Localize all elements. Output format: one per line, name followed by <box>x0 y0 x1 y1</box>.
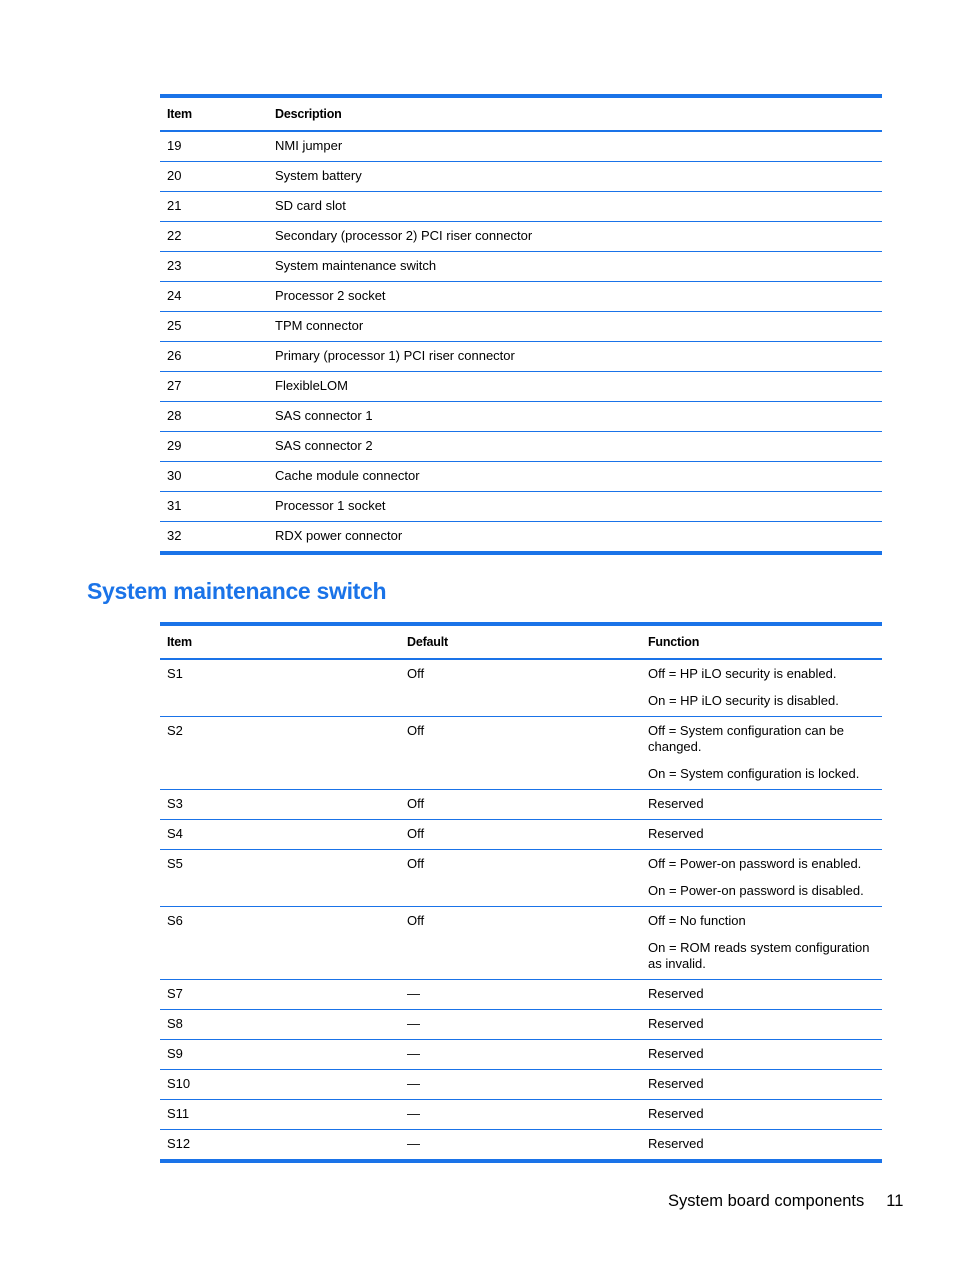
table-row <box>160 820 882 850</box>
footer-section-title: System board components <box>668 1192 865 1210</box>
table-row <box>160 162 882 192</box>
table-row <box>160 659 882 717</box>
table-row <box>160 492 882 522</box>
item-cell: 22 <box>160 222 268 252</box>
item-cell: S9 <box>160 1040 400 1070</box>
function-cell <box>641 1010 882 1040</box>
item-cell: S1 <box>160 659 400 717</box>
description-cell: Processor 1 socket <box>268 492 882 522</box>
function-cell <box>641 1040 882 1070</box>
item-cell: 31 <box>160 492 268 522</box>
function-line: On = System configuration is locked. <box>648 766 860 781</box>
item-cell: S7 <box>160 980 400 1010</box>
description-cell: Cache module connector <box>268 462 882 492</box>
item-cell: 29 <box>160 432 268 462</box>
table-row <box>160 372 882 402</box>
table-row <box>160 1130 882 1162</box>
item-cell: 32 <box>160 522 268 554</box>
table-row <box>160 717 882 790</box>
default-cell: — <box>400 1010 641 1040</box>
item-cell: S8 <box>160 1010 400 1040</box>
table-row <box>160 432 882 462</box>
item-cell: S3 <box>160 790 400 820</box>
table-row <box>160 462 882 492</box>
table-row <box>160 312 882 342</box>
description-cell: FlexibleLOM <box>268 372 882 402</box>
default-cell: — <box>400 1100 641 1130</box>
description-cell: SD card slot <box>268 192 882 222</box>
table-row <box>160 192 882 222</box>
function-line: On = Power-on password is disabled. <box>648 883 864 898</box>
table-header-row <box>160 624 882 659</box>
item-cell: 23 <box>160 252 268 282</box>
function-line: Reserved <box>648 1046 704 1061</box>
item-cell: 19 <box>160 131 268 162</box>
section-heading: System maintenance switch <box>87 578 387 604</box>
function-cell <box>641 820 882 850</box>
function-line: Off = No function <box>648 913 746 928</box>
function-line: Reserved <box>648 1076 704 1091</box>
item-cell: S11 <box>160 1100 400 1130</box>
item-cell: 30 <box>160 462 268 492</box>
default-cell: — <box>400 980 641 1010</box>
default-cell: Off <box>400 659 641 717</box>
function-cell <box>641 907 882 980</box>
function-cell <box>641 1100 882 1130</box>
description-cell: SAS connector 2 <box>268 432 882 462</box>
function-cell <box>641 717 882 790</box>
table-row <box>160 1040 882 1070</box>
description-cell: System maintenance switch <box>268 252 882 282</box>
item-cell: S5 <box>160 850 400 907</box>
item-cell: S12 <box>160 1130 400 1162</box>
default-cell: Off <box>400 820 641 850</box>
description-cell: System battery <box>268 162 882 192</box>
function-line: Reserved <box>648 826 704 841</box>
item-cell: S10 <box>160 1070 400 1100</box>
function-cell <box>641 790 882 820</box>
table-row <box>160 222 882 252</box>
column-header-item: Item <box>160 624 400 659</box>
table-row <box>160 342 882 372</box>
function-line: Off = Power-on password is enabled. <box>648 856 862 871</box>
page-footer <box>668 1192 903 1211</box>
column-header-function: Function <box>641 624 882 659</box>
function-line: Reserved <box>648 986 704 1001</box>
function-cell <box>641 980 882 1010</box>
function-line: Reserved <box>648 1016 704 1031</box>
default-cell: Off <box>400 717 641 790</box>
table-row <box>160 402 882 432</box>
item-cell: 25 <box>160 312 268 342</box>
item-cell: 21 <box>160 192 268 222</box>
item-cell: S6 <box>160 907 400 980</box>
table-row <box>160 907 882 980</box>
function-line: On = HP iLO security is disabled. <box>648 693 839 708</box>
item-cell: S4 <box>160 820 400 850</box>
table-row <box>160 131 882 162</box>
function-line: Reserved <box>648 1136 704 1151</box>
function-cell <box>641 850 882 907</box>
column-header-default: Default <box>400 624 641 659</box>
column-header-item: Item <box>160 96 268 131</box>
table-header-row <box>160 96 882 131</box>
default-cell: Off <box>400 907 641 980</box>
page-number: 11 <box>886 1192 904 1210</box>
table-row <box>160 1100 882 1130</box>
function-line: Reserved <box>648 1106 704 1121</box>
default-cell: — <box>400 1070 641 1100</box>
item-cell: 27 <box>160 372 268 402</box>
table-row <box>160 850 882 907</box>
function-line: Off = HP iLO security is enabled. <box>648 666 837 681</box>
column-header-description: Description <box>268 96 882 131</box>
description-cell: Primary (processor 1) PCI riser connector <box>268 342 882 372</box>
table-row <box>160 980 882 1010</box>
description-cell: RDX power connector <box>268 522 882 554</box>
description-cell: Processor 2 socket <box>268 282 882 312</box>
maintenance-switch-table-body <box>160 659 882 1161</box>
maintenance-switch-table <box>160 622 882 1163</box>
default-cell: Off <box>400 850 641 907</box>
function-line: On = ROM reads system configuration as invalid. <box>648 940 870 971</box>
default-cell: — <box>400 1040 641 1070</box>
item-cell: 24 <box>160 282 268 312</box>
item-cell: 28 <box>160 402 268 432</box>
description-cell: NMI jumper <box>268 131 882 162</box>
item-cell: 20 <box>160 162 268 192</box>
components-table <box>160 94 882 555</box>
item-cell: 26 <box>160 342 268 372</box>
table-row <box>160 252 882 282</box>
table-row <box>160 522 882 554</box>
table-row <box>160 1010 882 1040</box>
function-line: Off = System configuration can be changed. <box>648 723 844 754</box>
function-cell <box>641 1130 882 1162</box>
table-row <box>160 790 882 820</box>
description-cell: TPM connector <box>268 312 882 342</box>
description-cell: SAS connector 1 <box>268 402 882 432</box>
table-row <box>160 1070 882 1100</box>
default-cell: Off <box>400 790 641 820</box>
function-line: Reserved <box>648 796 704 811</box>
function-cell <box>641 1070 882 1100</box>
table-row <box>160 282 882 312</box>
components-table-body <box>160 131 882 553</box>
item-cell: S2 <box>160 717 400 790</box>
description-cell: Secondary (processor 2) PCI riser connector <box>268 222 882 252</box>
default-cell: — <box>400 1130 641 1162</box>
function-cell <box>641 659 882 717</box>
